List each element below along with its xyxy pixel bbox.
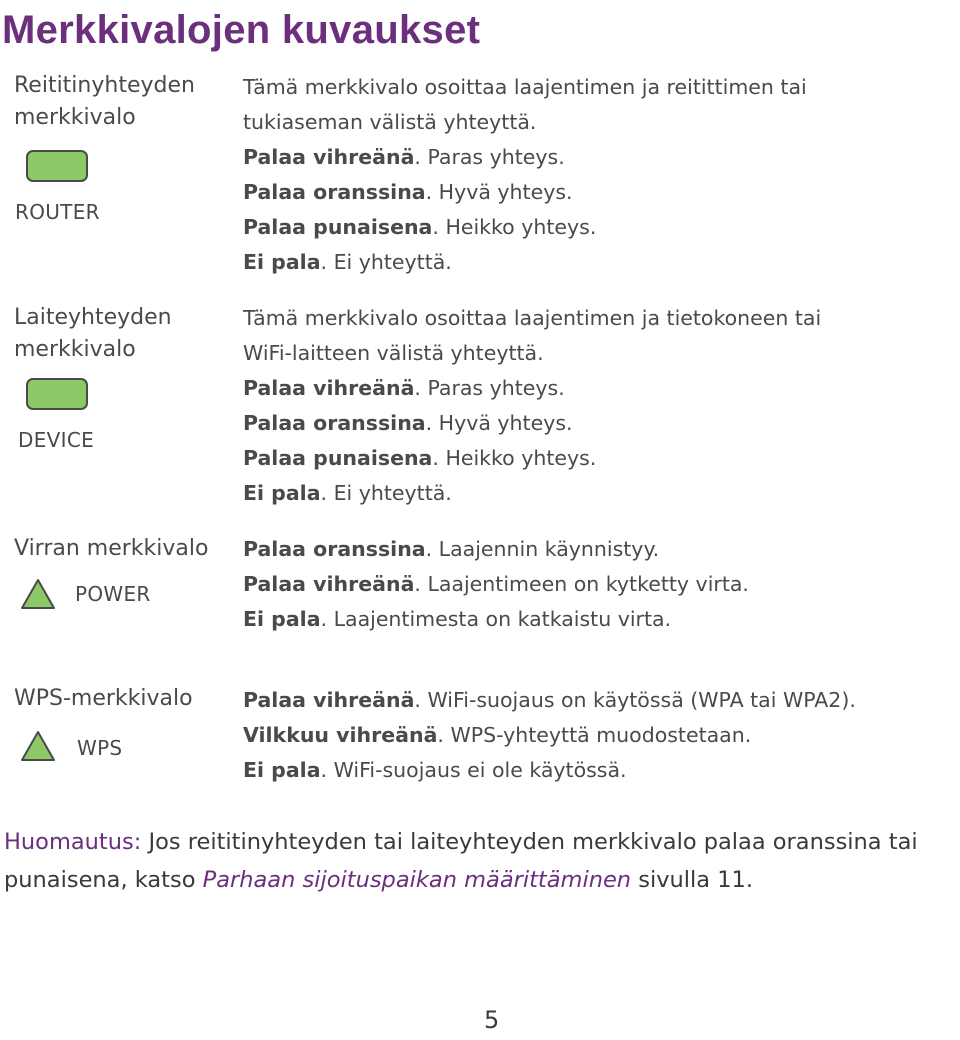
description-line: WiFi-laitteen välistä yhteyttä. — [243, 341, 544, 365]
description-line: Ei pala. Ei yhteyttä. — [243, 481, 452, 505]
description-line: Tämä merkkivalo osoittaa laajentimen ja reitittimen tai — [243, 75, 807, 99]
router-indicator-description — [243, 70, 807, 280]
note-text: Jos reititinyhteyden tai laiteyhteyden merkkivalo palaa oranssina tai punaisena, katso — [4, 829, 918, 893]
power-indicator-description — [243, 532, 749, 637]
router-label-line-1: Reititinyhteyden — [14, 73, 195, 98]
wps-indicator-description — [243, 683, 856, 788]
description-line: Palaa vihreänä. WiFi-suojaus on käytössä (WPA tai WPA2). — [243, 688, 856, 712]
wps-led-triangle-icon — [20, 730, 56, 762]
description-line: Ei pala. Laajentimesta on katkaistu virta. — [243, 607, 672, 631]
router-indicator-label — [14, 70, 195, 134]
description-line: Palaa punaisena. Heikko yhteys. — [243, 215, 597, 239]
cross-reference-link[interactable]: Parhaan sijoituspaikan määrittäminen — [202, 867, 632, 893]
wps-led-caption: WPS — [77, 736, 123, 760]
device-label-line-2: merkkivalo — [14, 337, 136, 362]
router-led-icon — [26, 150, 88, 182]
power-led-caption: POWER — [75, 582, 151, 606]
device-indicator-label — [14, 302, 172, 366]
power-led-triangle-icon — [20, 578, 56, 610]
page-number: 5 — [484, 1006, 500, 1034]
description-line: Palaa punaisena. Heikko yhteys. — [243, 446, 597, 470]
note-paragraph — [4, 823, 960, 899]
power-indicator-label — [14, 533, 208, 565]
router-led-caption: ROUTER — [15, 200, 100, 224]
page-title: Merkkivalojen kuvaukset — [2, 8, 481, 52]
description-line: Tämä merkkivalo osoittaa laajentimen ja tietokoneen tai — [243, 306, 822, 330]
power-label-line-1: Virran merkkivalo — [14, 536, 209, 561]
description-line: Palaa vihreänä. Laajentimeen on kytketty virta. — [243, 572, 749, 596]
note-text-after: sivulla 11. — [631, 867, 754, 893]
description-line: Palaa vihreänä. Paras yhteys. — [243, 145, 565, 169]
description-line: Palaa vihreänä. Paras yhteys. — [243, 376, 565, 400]
description-line: tukiaseman välistä yhteyttä. — [243, 110, 537, 134]
description-line: Palaa oranssina. Hyvä yhteys. — [243, 411, 573, 435]
device-led-icon — [26, 378, 88, 410]
note-label: Huomautus: — [4, 829, 142, 855]
device-label-line-1: Laiteyhteyden — [14, 305, 172, 330]
device-indicator-description — [243, 301, 821, 511]
description-line: Vilkkuu vihreänä. WPS-yhteyttä muodostetaan. — [243, 723, 752, 747]
description-line: Palaa oranssina. Laajennin käynnistyy. — [243, 537, 660, 561]
description-line: Ei pala. Ei yhteyttä. — [243, 250, 452, 274]
description-line: Palaa oranssina. Hyvä yhteys. — [243, 180, 573, 204]
wps-indicator-label — [14, 683, 193, 715]
router-label-line-2: merkkivalo — [14, 105, 136, 130]
description-line: Ei pala. WiFi-suojaus ei ole käytössä. — [243, 758, 627, 782]
wps-label-line-1: WPS-merkkivalo — [14, 686, 193, 711]
device-led-caption: DEVICE — [18, 428, 95, 452]
